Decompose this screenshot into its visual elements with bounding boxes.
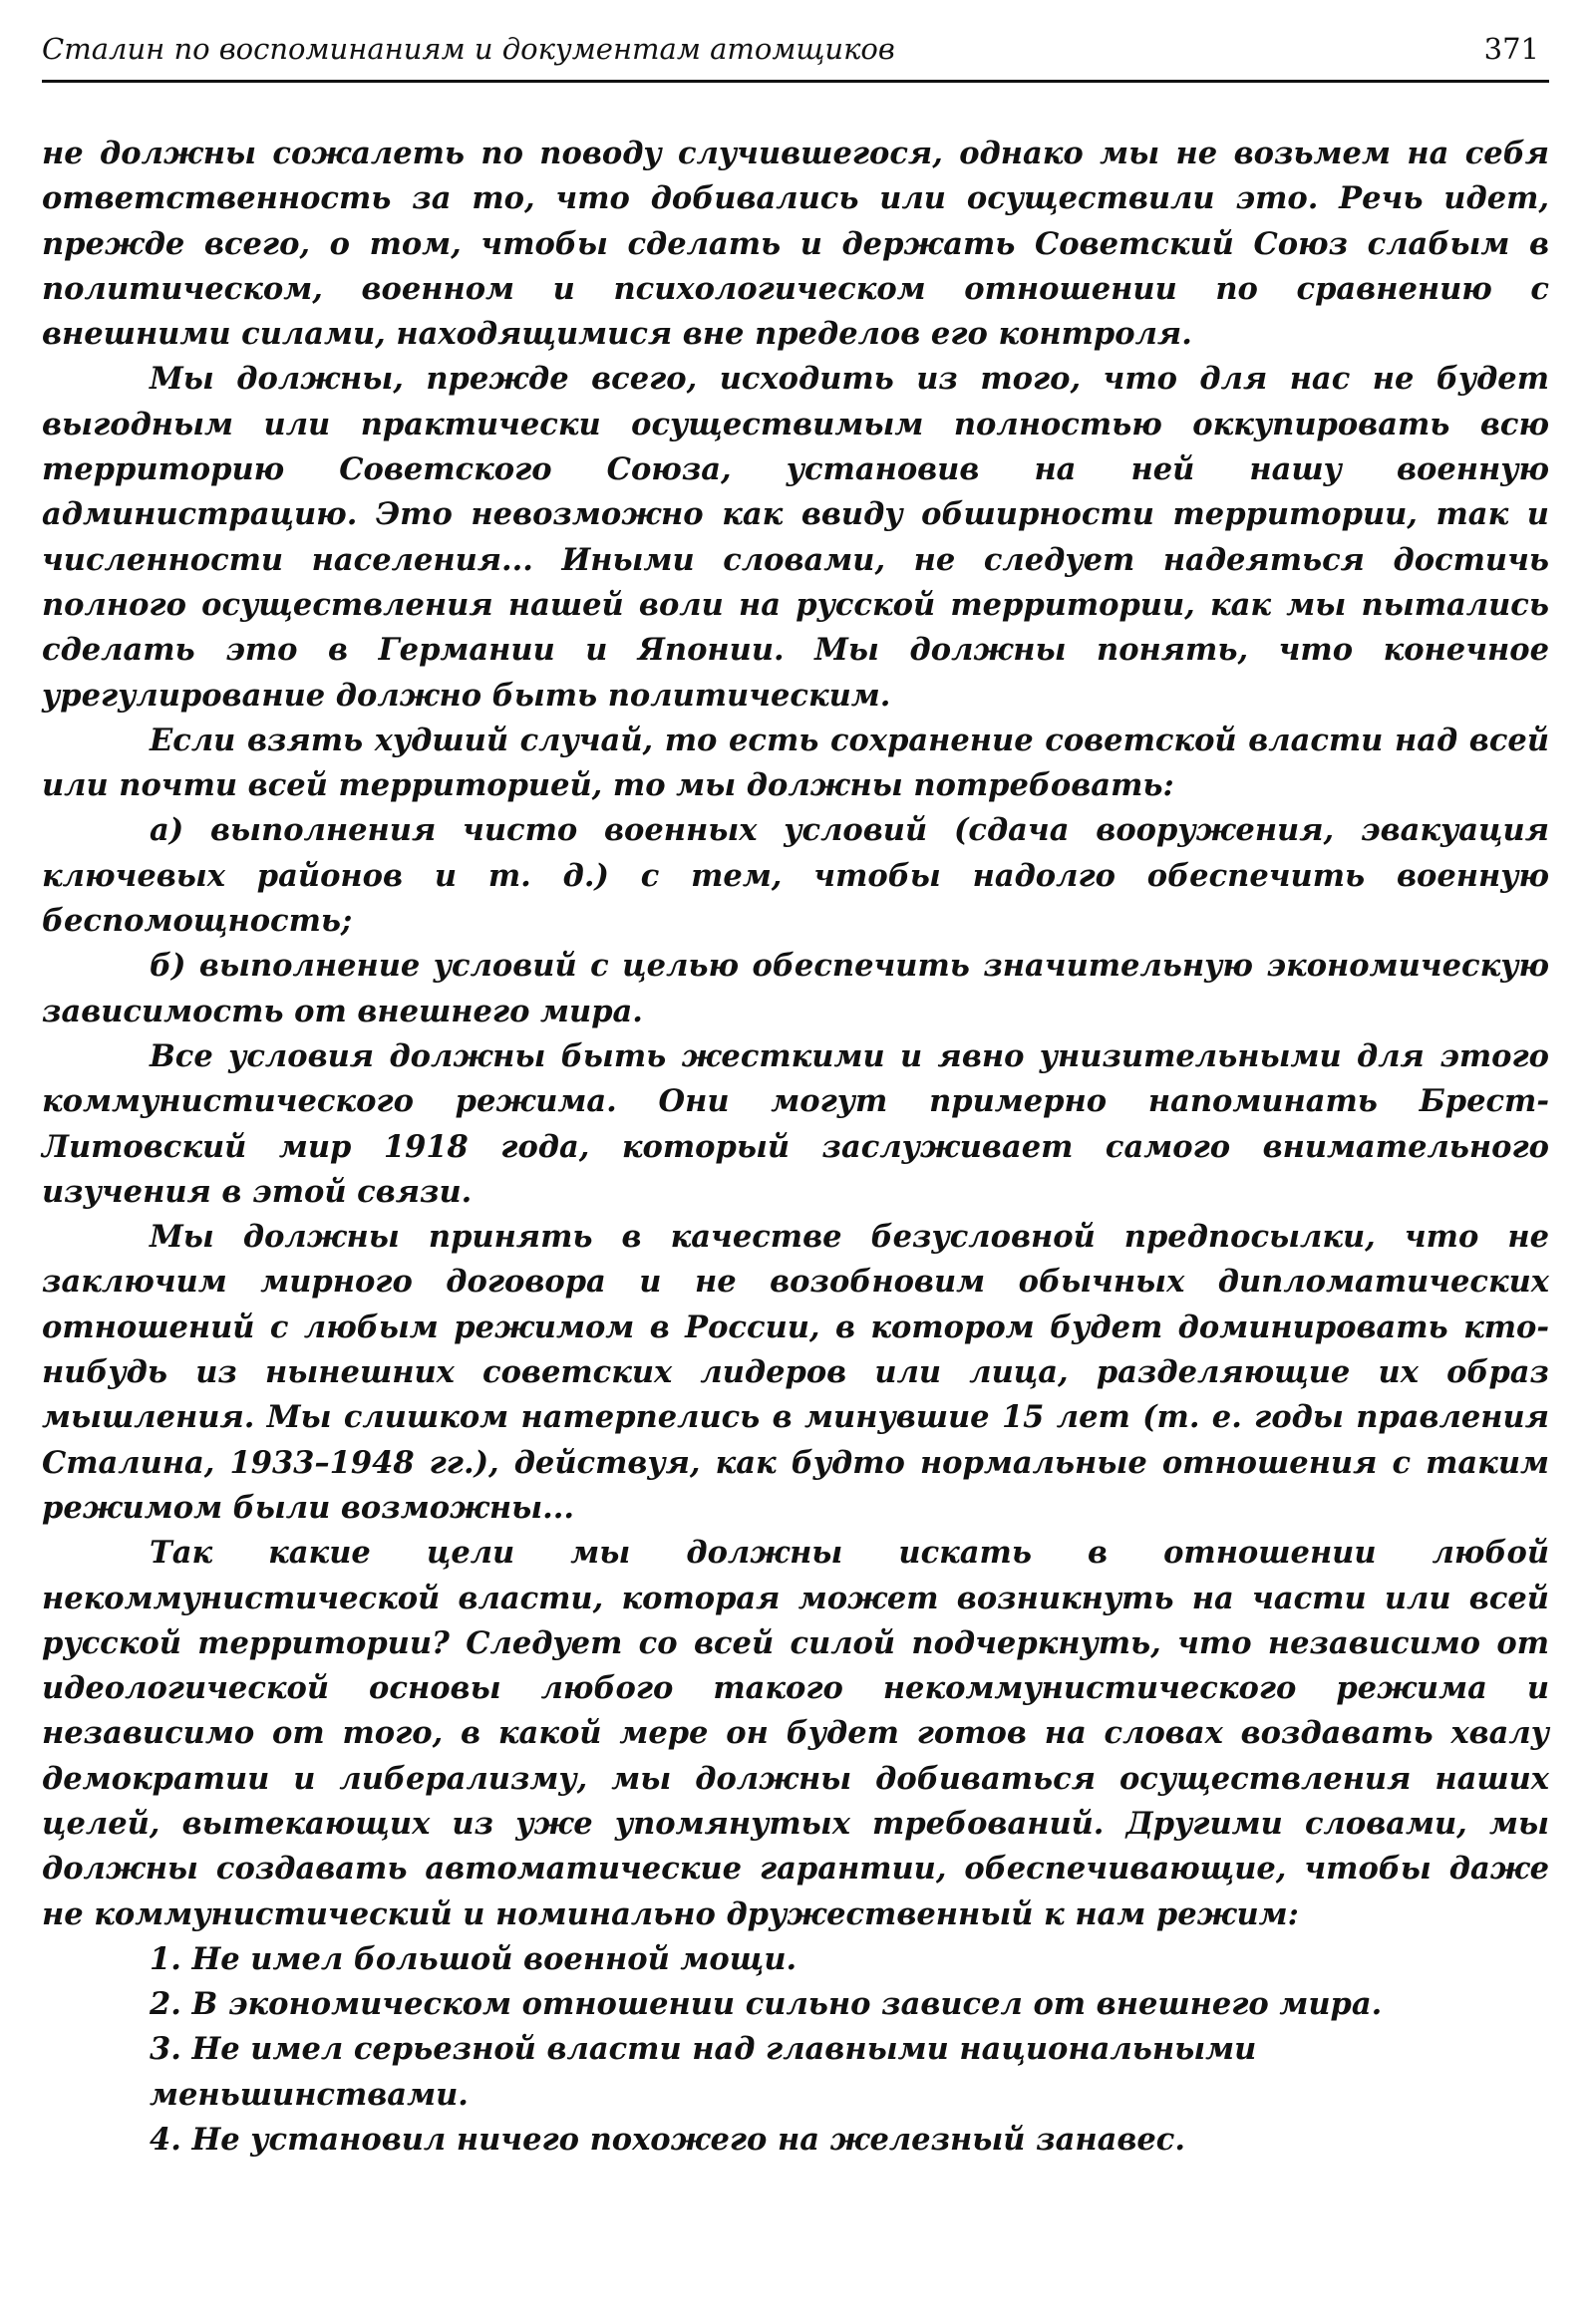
paragraph: не должны сожалеть по поводу случившегося, однако мы не возьмем на себя ответственность за то, что добивались или осуществили это. Речь идет, прежде всего, о том, чтобы сделать и держать Советский Союз слабым в политическом, военном и психологическом отношении по сравнению с внешними силами, находящимися вне пределов его контроля.	[42, 136, 1549, 353]
paragraph: Если взять худший случай, то есть сохранение советской власти над всей или почти всей территорией, то мы должны потребовать:	[42, 722, 1549, 804]
list-item: 2. В экономическом отношении сильно зависел от внешнего мира.	[150, 1986, 1383, 2023]
paragraph-item-a: а) выполнения чисто военных условий (сдача вооружения, эвакуация ключевых районов и т. д.) с тем, чтобы надолго обеспечить военную беспомощность;	[42, 812, 1549, 940]
paragraph: Так какие цели мы должны искать в отношении любой некоммунистической власти, которая может возникнуть на части или всей русской территории? Следует со всей силой подчеркнуть, что независимо от идеологической основы любого такого некоммунистического режима и независимо от того, в какой мере он будет готов на словах воздавать хвалу демократии и либерализму, мы должны добиваться осуществления наших целей, вытекающих из уже упомянутых требований. Другими словами, мы должны создавать автоматические гарантии, обеспечивающие, чтобы даже не коммунистический и номинально дружественный к нам режим:	[42, 1535, 1549, 1932]
page-number: 371	[1483, 32, 1539, 66]
paragraph: Мы должны принять в качестве безусловной предпосылки, что не заключим мирного договора и не возобновим обычных дипломатических отношений с любым режимом в России, в котором будет доминировать кто-нибудь из нынешних советских лидеров или лица, разделяющие их образ мышления. Мы слишком натерпелись в минувшие 15 лет (т. е. годы правления Сталина, 1933–1948 гг.), действуя, как будто нормальные отношения с таким режимом были возможны...	[42, 1219, 1549, 1526]
list-item: 1. Не имел большой военной мощи.	[150, 1940, 798, 1977]
paragraph: Все условия должны быть жесткими и явно унизительными для этого коммунистического режима. Они могут примерно напоминать Брест-Литовский мир 1918 года, который заслуживает самого внимательного изучения в этой связи.	[42, 1037, 1549, 1210]
paragraph: Мы должны, прежде всего, исходить из того, что для нас не будет выгодным или практически осуществимым полностью оккупировать всю территорию Советского Союза, установив на ней нашу военную администрацию. Это невозможно как ввиду обширности территории, так и численности населения... Иными словами, не следует надеяться достичь полного осуществления нашей воли на русской территории, как мы пытались сделать это в Германии и Японии. Мы должны понять, что конечное урегулирование должно быть политическим.	[42, 361, 1549, 714]
list-item: 3. Не имел серьезной власти над главными национальными меньшинствами.	[150, 2031, 1257, 2113]
paragraph-item-b: б) выполнение условий с целью обеспечить значительную экономическую зависимость от внешнего мира.	[42, 948, 1549, 1029]
page-header	[42, 28, 1549, 83]
list-item: 4. Не установил ничего похожего на железный занавес.	[150, 2122, 1185, 2159]
body-text	[42, 132, 1549, 2163]
running-title: Сталин по воспоминаниям и документам атомщиков	[42, 32, 895, 66]
